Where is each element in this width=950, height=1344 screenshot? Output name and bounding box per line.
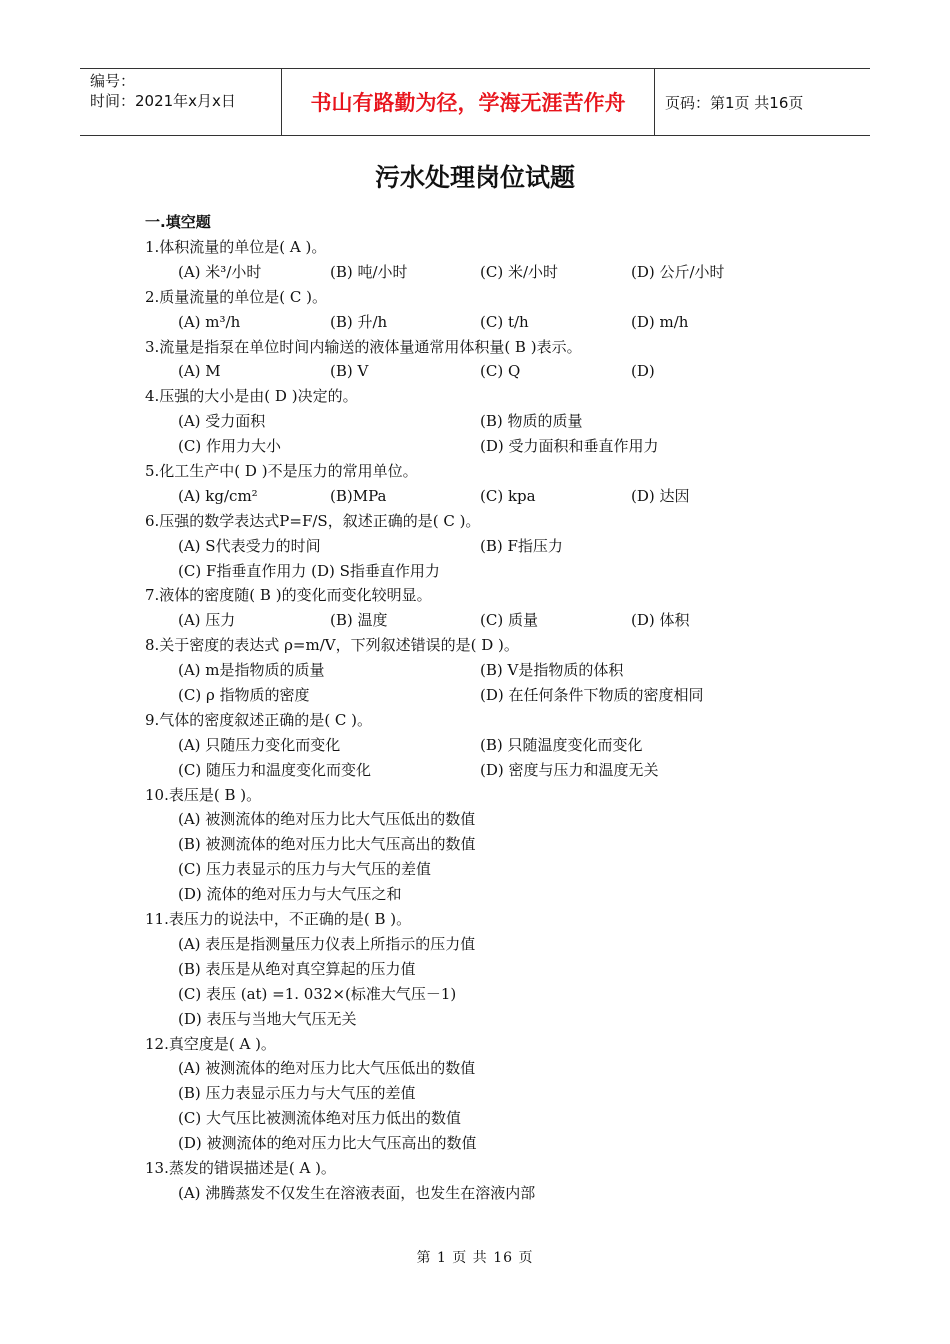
- question-text: 11.表压力的说法中，不正确的是( B )。: [145, 910, 412, 929]
- option-row: [145, 683, 845, 708]
- option-row: [145, 260, 845, 285]
- answer-option: (B) 压力表显示压力与大气压的差值: [178, 1084, 416, 1103]
- answer-option: (D) 在任何条件下物质的密度相同: [480, 686, 704, 705]
- section-heading: 一.填空题: [145, 213, 211, 231]
- answer-option: (A) 只随压力变化而变化: [178, 735, 341, 754]
- answer-option: (B) 被测流体的绝对压力比大气压高出的数值: [178, 835, 476, 854]
- question-text: 1.体积流量的单位是( A )。: [145, 238, 327, 256]
- answer-option: (A) 受力面积: [178, 412, 266, 431]
- answer-option: (D) 被测流体的绝对压力比大气压高出的数值: [178, 1134, 477, 1153]
- answer-option: (D) m/h: [631, 312, 689, 331]
- option-row: [145, 832, 845, 857]
- answer-option: (C) 质量: [480, 611, 538, 630]
- question-text: 4.压强的大小是由( D )决定的。: [145, 387, 358, 406]
- answer-option: (A) 沸腾蒸发不仅发生在溶液表面，也发生在溶液内部: [178, 1183, 536, 1202]
- option-row: [145, 1106, 845, 1131]
- answer-option: (D) 公斤/小时: [631, 262, 725, 281]
- answer-option: (A) 被测流体的绝对压力比大气压低出的数值: [178, 1059, 476, 1078]
- answer-option: (C) 随压力和温度变化而变化: [178, 760, 371, 779]
- answer-option: (A) 压力: [178, 611, 236, 630]
- option-row: [145, 484, 845, 509]
- answer-option: (B) 温度: [330, 611, 388, 630]
- option-row: [145, 658, 845, 683]
- option-row: [145, 733, 845, 758]
- answer-option: (D) 密度与压力和温度无关: [480, 760, 659, 779]
- answer-option: (A) M: [178, 362, 221, 381]
- answer-option: (A) S代表受力的时间: [178, 536, 321, 555]
- option-row: [145, 310, 845, 335]
- answer-option: (B) F指压力: [480, 536, 563, 555]
- answer-option: (D): [631, 362, 655, 381]
- answer-option: (B) 表压是从绝对真空算起的压力值: [178, 959, 416, 978]
- document-number-label: 编号：: [90, 72, 136, 90]
- option-row: [145, 409, 845, 434]
- option-row: [145, 434, 845, 459]
- answer-option: (B) 吨/小时: [330, 262, 408, 281]
- option-row: [145, 1007, 845, 1032]
- question-text: 6.压强的数学表达式P=F/S，叙述正确的是( C )。: [145, 511, 481, 530]
- page-footer: 第 1 页 共 16 页: [416, 1250, 534, 1266]
- answer-option: (C) 大气压比被测流体绝对压力低出的数值: [178, 1109, 461, 1128]
- option-row: [145, 807, 845, 832]
- document-date: 时间：2021年x月x日: [90, 92, 236, 110]
- answer-option: (C) 作用力大小: [178, 437, 281, 456]
- answer-option: (D) 表压与当地大气压无关: [178, 1009, 357, 1028]
- answer-option: (B) V: [330, 362, 369, 381]
- question-text: 2.质量流量的单位是( C )。: [145, 287, 328, 306]
- answer-option: (D) 体积: [631, 611, 690, 630]
- question-lines: [145, 235, 845, 1206]
- answer-option: (D) 流体的绝对压力与大气压之和: [178, 885, 402, 904]
- answer-option: (D) 受力面积和垂直作用力: [480, 437, 659, 456]
- answer-option: (A) 被测流体的绝对压力比大气压低出的数值: [178, 810, 476, 829]
- option-row: [145, 608, 845, 633]
- answer-option: (B) 升/h: [330, 312, 388, 331]
- question-text: 3.流量是指泵在单位时间内输送的液体量通常用体积量( B )表示。: [145, 337, 582, 356]
- answer-option: (C) Q: [480, 362, 521, 381]
- page-title: 污水处理岗位试题: [374, 163, 575, 192]
- answer-option: (C) kpa: [480, 486, 536, 505]
- option-row: [145, 1056, 845, 1081]
- header-page-info: 页码：第1页 共16页: [665, 93, 804, 112]
- option-row: [145, 534, 845, 559]
- header-motto: 书山有路勤为径，学海无涯苦作舟: [282, 69, 655, 135]
- question-text: 7.液体的密度随( B )的变化而变化较明显。: [145, 586, 432, 605]
- question-list: [145, 210, 845, 1206]
- option-row: [145, 758, 845, 783]
- answer-option: (A) kg/cm²: [178, 486, 258, 505]
- question-text: 13.蒸发的错误描述是( A )。: [145, 1158, 336, 1177]
- option-row: [145, 1181, 845, 1206]
- answer-option: (B) 只随温度变化而变化: [480, 735, 643, 754]
- option-row: [145, 857, 845, 882]
- answer-option: (C) F指垂直作用力 (D) S指垂直作用力: [178, 561, 440, 580]
- answer-option: (C) 表压 (at) =1. 032×(标准大气压－1): [178, 984, 457, 1003]
- option-row: [145, 1081, 845, 1106]
- answer-option: (A) 米³/小时: [178, 262, 262, 281]
- option-row: [145, 559, 845, 584]
- option-row: [145, 982, 845, 1007]
- question-text: 5.化工生产中( D )不是压力的常用单位。: [145, 462, 418, 481]
- answer-option: (B) 物质的质量: [480, 412, 583, 431]
- question-text: 10.表压是( B )。: [145, 785, 262, 804]
- option-row: [145, 1131, 845, 1156]
- answer-option: (A) 表压是指测量压力仪表上所指示的压力值: [178, 934, 476, 953]
- answer-option: (C) 米/小时: [480, 262, 559, 281]
- answer-option: (B) V是指物质的体积: [480, 661, 624, 680]
- header-meta: [80, 69, 282, 135]
- answer-option: (D) 达因: [631, 486, 690, 505]
- answer-option: (C) ρ 指物质的密度: [178, 686, 310, 705]
- question-text: 9.气体的密度叙述正确的是( C )。: [145, 710, 373, 729]
- option-row: [145, 359, 845, 384]
- answer-option: (B)MPa: [330, 486, 387, 505]
- answer-option: (C) t/h: [480, 312, 529, 331]
- question-text: 12.真空度是( A )。: [145, 1034, 276, 1053]
- question-text: 8.关于密度的表达式 ρ=m/V，下列叙述错误的是( D )。: [145, 636, 519, 655]
- answer-option: (A) m是指物质的质量: [178, 661, 325, 680]
- answer-option: (C) 压力表显示的压力与大气压的差值: [178, 860, 431, 879]
- option-row: [145, 957, 845, 982]
- option-row: [145, 882, 845, 907]
- answer-option: (A) m³/h: [178, 312, 241, 331]
- page-header: [80, 68, 870, 136]
- option-row: [145, 932, 845, 957]
